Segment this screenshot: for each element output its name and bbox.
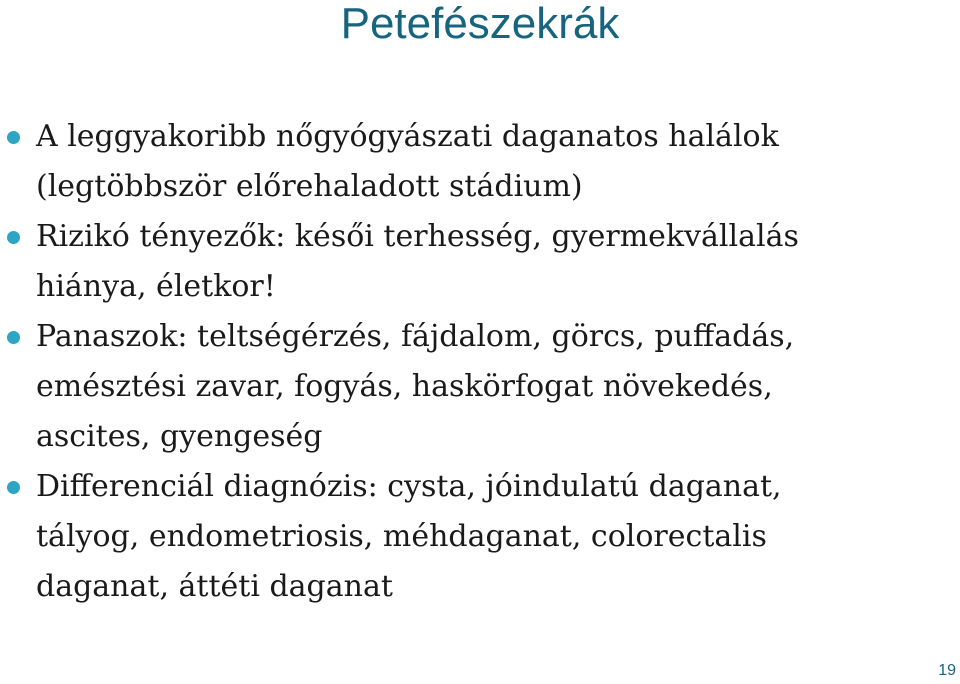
bullet-line: ascites, gyengeség — [36, 419, 323, 454]
bullet-line: emésztési zavar, fogyás, haskörfogat növekedés, — [36, 369, 773, 404]
bullet-item — [0, 212, 926, 312]
slide-title: Petefészekrák — [340, 0, 620, 48]
bullet-line: tályog, endometriosis, méhdaganat, colorectalis — [36, 519, 767, 554]
bullet-dot-icon — [7, 131, 20, 144]
bullet-dot-icon — [7, 331, 20, 344]
bullet-item — [0, 112, 926, 212]
bullet-line: Differenciál diagnózis: cysta, jóindulatú daganat, — [36, 469, 782, 504]
bullet-item — [0, 312, 926, 462]
bullet-line: A leggyakoribb nőgyógyászati daganatos halálok — [36, 119, 779, 154]
bullet-text — [36, 112, 926, 212]
bullet-item — [0, 462, 926, 612]
bullet-line: hiánya, életkor! — [36, 269, 276, 304]
bullet-text — [36, 312, 926, 462]
bullet-line: (legtöbbször előrehaladott stádium) — [36, 169, 583, 204]
bullet-text — [36, 212, 926, 312]
bullet-list — [0, 112, 960, 619]
bullet-dot-icon — [7, 231, 20, 244]
page-number: 19 — [938, 662, 956, 679]
bullet-text — [36, 462, 926, 612]
bullet-line: Rizikó tényezők: késői terhesség, gyermekvállalás — [36, 219, 799, 254]
bullet-dot-icon — [7, 481, 20, 494]
bullet-line: daganat, áttéti daganat — [36, 569, 393, 604]
bullet-line: Panaszok: teltségérzés, fájdalom, görcs, puffadás, — [36, 319, 795, 354]
